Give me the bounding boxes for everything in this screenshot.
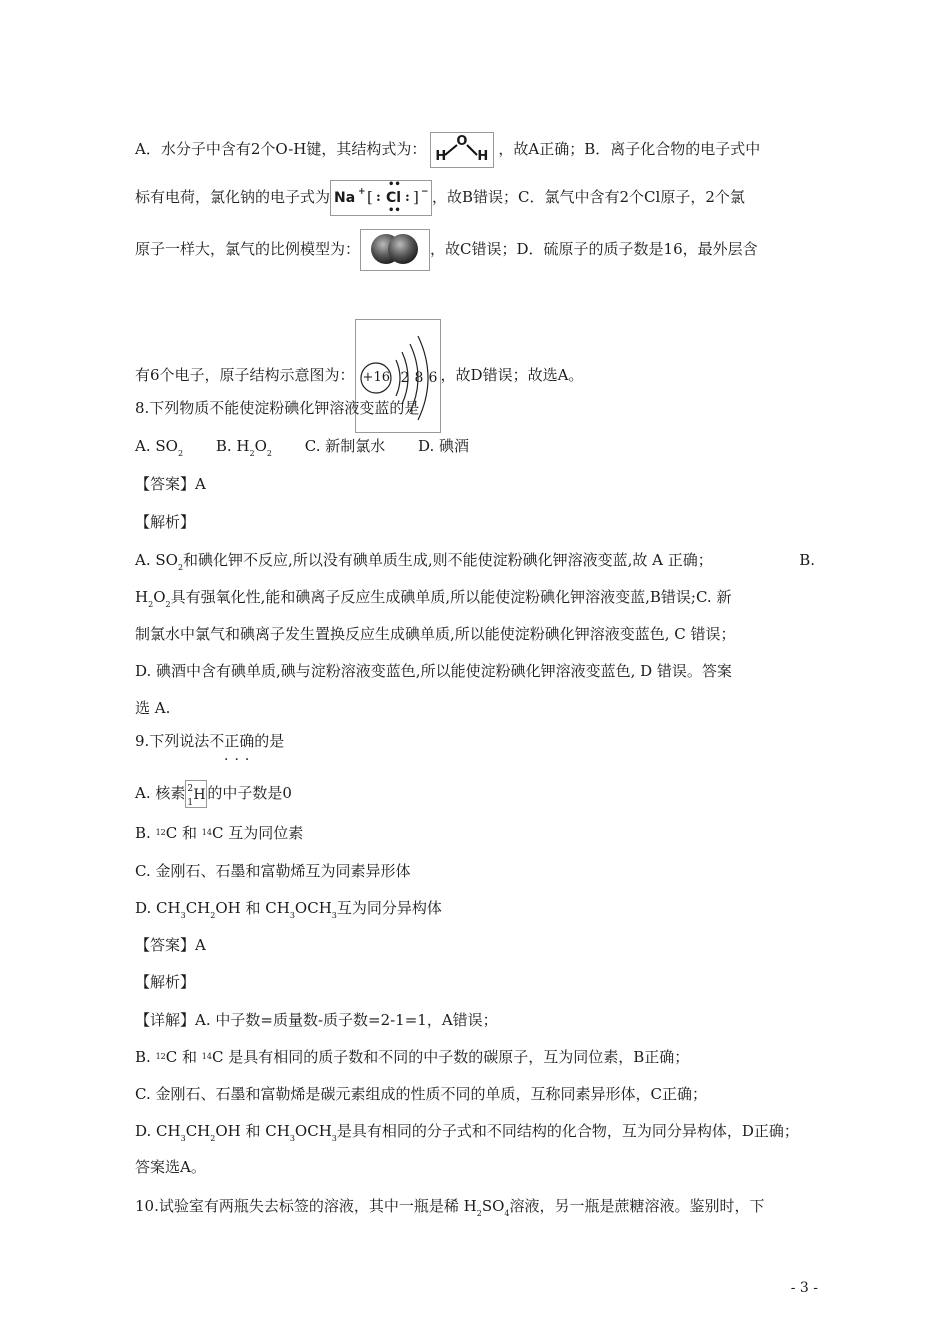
q10-title-line-1: 10.试验室有两瓶失去标签的溶液，其中一瓶是稀 $H_2SO_4$溶液，另一瓶是蔗糖溶液。鉴别时，下 xyxy=(135,1197,765,1218)
q8-option-a: A. SO xyxy=(135,437,178,455)
chlorine-model-svg xyxy=(361,230,427,268)
q9-explain-line-2: B. $^{12}$C 和 $^{14}$C 是具有相同的质子数和不同的中子数的碳原子，互为同位素，B正确； xyxy=(135,1048,690,1066)
q8-answer: 【答案】A xyxy=(135,475,206,493)
bracket-close: ] xyxy=(413,188,419,206)
electron-pair-bottom: •• xyxy=(388,205,401,216)
water-h2: H xyxy=(477,149,489,164)
q8-explain-line-2: $H_2O_2$具有强氧化性,能和碘离子反应生成碘单质,所以能使淀粉碘化钾溶液变蓝,B错误;C. 新 xyxy=(135,588,732,609)
nuclide-mass-number: 2 xyxy=(187,784,194,794)
q9-explain-line-1: 【详解】A. 中子数=质量数-质子数=2-1=1，A错误； xyxy=(135,1011,498,1029)
water-structure-figure xyxy=(430,132,494,168)
q9-option-d: D. $CH_3CH_2OH$ 和 $CH_3OCH_3$互为同分异构体 xyxy=(135,899,442,920)
q9-title: 9.下列说法不正确的是 xyxy=(135,732,285,750)
q9-explain-line-3: C. 金刚石、石墨和富勒烯是碳元素组成的性质不同的单质，互称同素异形体，C正确； xyxy=(135,1085,707,1103)
emphasis-dots: ··· xyxy=(224,752,256,768)
nacl-na: Na xyxy=(334,190,356,206)
nacl-electron-formula-figure xyxy=(330,180,432,216)
sulfur-nucleus: +16 xyxy=(362,370,390,385)
page-number: - 3 - xyxy=(790,1280,818,1296)
q8-analysis-heading: 【解析】 xyxy=(135,513,196,531)
p7-line-1: A．水分子中含有2个O-H键，其结构式为： H O H ，故A正确；B．离子化合物的电子式中 xyxy=(135,132,760,168)
chlorine-space-filling-model xyxy=(360,229,430,271)
p7-line-3: 原子一样大，氯气的比例模型为： ，故C错误；D．硫原子的质子数是16，最外层含 xyxy=(135,229,758,271)
q8-option-c: C. 新制氯水 xyxy=(304,437,386,455)
shell-1-electrons: 2 xyxy=(400,370,410,386)
q9-answer: 【答案】A xyxy=(135,936,206,954)
nuclide-element: H xyxy=(193,787,206,803)
q8-explain-line-4: D. 碘酒中含有碘单质,碘与淀粉溶液变蓝色,所以能使淀粉碘化钾溶液变蓝色, D 错误。答案 xyxy=(135,662,732,680)
bracket-open: [ xyxy=(367,188,373,206)
q8-option-d: D. 碘酒 xyxy=(418,437,470,455)
cl-minus-sign: − xyxy=(421,187,429,197)
q9-option-c: C. 金刚石、石墨和富勒烯互为同素异形体 xyxy=(135,862,411,880)
electron-pair-right: : xyxy=(405,190,410,205)
q8-explain-line-1: A. $SO_2$和碘化钾不反应,所以没有碘单质生成,则不能使淀粉碘化钾溶液变蓝,故 A 正确； B. xyxy=(135,551,815,572)
shell-3-electrons: 6 xyxy=(428,370,438,386)
p7-line-4: 有6个电子，原子结构示意图为： +16 2 8 6 ，故D错误；故选A。 xyxy=(135,319,583,433)
q9-explain-line-4: D. $CH_3CH_2OH$ 和 $CH_3OCH_3$是具有相同的分子式和不同结构的化合物，互为同分异构体，D正确； xyxy=(135,1122,799,1143)
q8-title: 8.下列物质不能使淀粉碘化钾溶液变蓝的是 xyxy=(135,399,420,417)
q8-explain-line-3: 制氯水中氯气和碘离子发生置换反应生成碘单质,所以能使淀粉碘化钾溶液变蓝色, C 错误； xyxy=(135,625,736,643)
shell-2-electrons: 8 xyxy=(414,370,424,386)
nacl-cl: Cl xyxy=(386,190,402,206)
electron-pair-left: : xyxy=(376,190,381,205)
nuclide-atomic-number: 1 xyxy=(187,798,194,808)
q9-option-a: A. 核素 2 1 H 的中子数是0 xyxy=(135,780,292,808)
q8-option-b: B. H xyxy=(215,437,250,455)
q9-explain-line-5: 答案选A。 xyxy=(135,1158,206,1176)
na-plus-sign: + xyxy=(358,187,366,197)
deuterium-nuclide-figure xyxy=(185,780,207,808)
electron-pair-top: •• xyxy=(388,179,401,190)
q9-analysis-heading: 【解析】 xyxy=(135,973,196,991)
q8-explain-line-5: 选 A. xyxy=(135,699,171,717)
p7-line-2: 标有电荷，氯化钠的电子式为 Na + [ : Cl •• •• : ] − ，故B错误；C．氯气中含有2个Cl原子，2个氯 xyxy=(135,180,745,216)
water-h1: H xyxy=(435,149,447,164)
q8-options: A. $SO_2$ B. $H_2O_2$ C. 新制氯水 D. 碘酒 xyxy=(135,437,470,458)
water-o: O xyxy=(456,134,468,149)
q9-option-b: B. $^{12}$C 和 $^{14}$C 互为同位素 xyxy=(135,824,304,842)
